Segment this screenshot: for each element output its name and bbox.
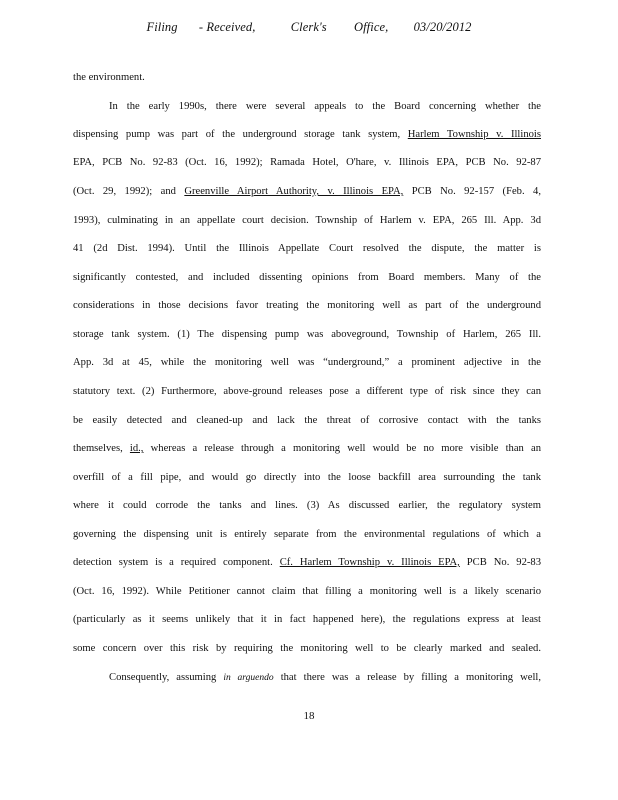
text-line-18: detection system is a required component. Cf. Harlem Township v. Illinois EPA, PCB No. 92-83 [73, 557, 541, 568]
text-line-19: (Oct. 16, 1992). While Petitioner cannot claim that filling a monitoring well is a likely scenario [73, 586, 541, 597]
text-line-2: In the early 1990s, there were several appeals to the Board concerning whether the [109, 101, 541, 112]
header-received: - Received, [198, 20, 256, 34]
text-line-10: storage tank system. (1) The dispensing pump was aboveground, Township of Harlem, 265 Ill. [73, 329, 541, 340]
case-citation-cf-harlem: Cf. Harlem Township v. Illinois EPA, [279, 557, 460, 568]
header-filing: Filing [146, 20, 178, 34]
text-line-11: App. 3d at 45, while the monitoring well was “underground,” a prominent adjective in the [73, 357, 541, 368]
text-line-16: where it could corrode the tanks and lines. (3) As discussed earlier, the regulatory system [73, 500, 541, 511]
header-office: Office, [353, 20, 389, 34]
text-line-15: overfill of a fill pipe, and would go directly into the loose backfill area surrounding the tank [73, 472, 541, 483]
text-line-1: the environment. [73, 72, 145, 83]
citation-id: id., [129, 443, 144, 454]
text-line-4: EPA, PCB No. 92-83 (Oct. 16, 1992); Ramada Hotel, O'hare, v. Illinois EPA, PCB No. 92-87 [73, 157, 541, 168]
text-line-7: 41 (2d Dist. 1994). Until the Illinois Appellate Court resolved the dispute, the matter is [73, 243, 541, 254]
text-line-22: Consequently, assuming in arguendo that there was a release by filling a monitoring well, [109, 672, 542, 683]
text-line-20: (particularly as it seems unlikely that it in fact happened here), the regulations express at least [73, 614, 541, 625]
text-line-5: (Oct. 29, 1992); and Greenville Airport Authority, v. Illinois EPA, PCB No. 92-157 (Feb. 4, [73, 186, 541, 197]
text-line-13: be easily detected and cleaned-up and lack the threat of corrosive contact with the tanks [73, 415, 541, 426]
text-line-12: statutory text. (2) Furthermore, above-ground releases pose a different type of risk since they can [73, 386, 541, 397]
text-line-3: dispensing pump was part of the underground storage tank system, Harlem Township v. Illinois [73, 129, 541, 140]
text-line-8: significantly contested, and included dissenting opinions from Board members. Many of the [73, 272, 541, 283]
text-line-6: 1993), culminating in an appellate court decision. Township of Harlem v. EPA, 265 Ill. App. 3d [73, 215, 541, 226]
text-line-17: governing the dispensing unit is entirely separate from the environmental regulations of which a [73, 529, 541, 540]
text-line-21: some concern over this risk by requiring the monitoring well to be clearly marked and sealed. [73, 643, 541, 654]
header-clerks: Clerk's [290, 20, 327, 34]
filing-header [0, 20, 618, 35]
case-citation-harlem: Harlem Township v. Illinois [407, 129, 541, 140]
text-line-9: considerations in those decisions favor treating the monitoring well as part of the underground [73, 300, 541, 311]
case-citation-greenville: Greenville Airport Authority, v. Illinois EPA, [184, 186, 404, 197]
page-number: 18 [303, 710, 315, 722]
header-date: 03/20/2012 [413, 20, 472, 34]
text-line-14: themselves, id., whereas a release through a monitoring well would be no more visible than an [73, 443, 542, 454]
latin-phrase: in arguendo [223, 673, 274, 683]
